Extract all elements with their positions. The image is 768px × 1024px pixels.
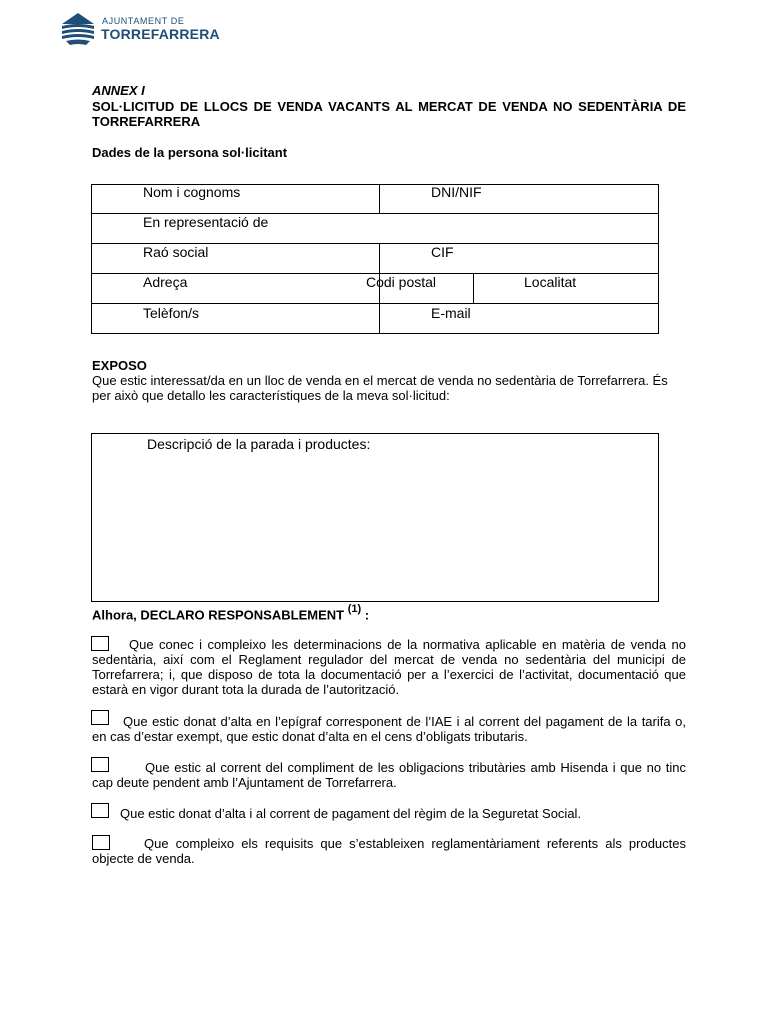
field-representation[interactable]: En representació de (143, 214, 269, 230)
declaration-text-4: Que estic donat d’alta i al corrent de pagament del règim de la Seguretat Social. (120, 806, 582, 821)
field-email[interactable]: E-mail (431, 305, 471, 321)
declaro-heading: Alhora, DECLARO RESPONSABLEMENT $^{(1)}$ : (92, 603, 370, 623)
logo-subtitle: AJUNTAMENT DE (102, 16, 185, 26)
field-town[interactable]: Localitat (524, 274, 577, 290)
footnote-ref: (1) (347, 603, 362, 615)
annex-label: ANNEX I (92, 83, 145, 98)
field-address[interactable]: Adreça (143, 274, 188, 290)
declaration-text-5: Que compleixo els requisits que s’estableixen reglamentàriament referents als productes objecte de venda. (92, 836, 686, 866)
exposo-heading: EXPOSO (92, 358, 147, 373)
field-cif[interactable]: CIF (431, 244, 454, 260)
description-label: Descripció de la parada i productes: (147, 436, 371, 452)
field-phones[interactable]: Telèfon/s (143, 305, 200, 321)
municipality-logo (60, 12, 220, 48)
field-company[interactable]: Raó social (143, 244, 209, 260)
field-name[interactable]: Nom i cognoms (143, 184, 241, 200)
description-textarea[interactable] (91, 433, 659, 602)
declaration-text-3: Que estic al corrent del compliment de les obligacions tributàries amb Hisenda i que no tinc cap deute pendent amb l’Ajuntament de Torrefarrera. (92, 760, 686, 790)
section-applicant-heading: Dades de la persona sol·licitant (92, 145, 288, 160)
declaration-text-1: Que conec i compleixo les determinacions de la normativa aplicable en matèria de venda no sedentària, així com el Reglament regulador del mercat de venda no sedentària del municipi de Torrefarrera; i, que disposo de tota la documentació per a l’exercici de l’activitat, documentació que estarà en vigor durant tota la durada de l’autorització. (92, 637, 686, 697)
logo-title: TORREFARRERA (101, 26, 220, 42)
exposo-text: Que estic interessat/da en un lloc de venda en el mercat de venda no sedentària de Torrefarrera. És per això que detallo les característiques de la meva sol·licitud: (92, 373, 668, 403)
field-dni[interactable]: DNI/NIF (431, 184, 482, 200)
declaration-text-2: Que estic donat d’alta en l’epígraf corresponent de l’IAE i al corrent del pagament de la tarifa o, en cas d’estar exempt, que estic donat d’alta en el cens d’obligats tributaris. (92, 714, 686, 744)
field-postal-code[interactable]: Codi postal (366, 274, 437, 290)
torrefarrera-emblem-icon (60, 12, 96, 48)
document-title: SOL·LICITUD DE LLOCS DE VENDA VACANTS AL MERCAT DE VENDA NO SEDENTÀRIA DE TORREFARRERA (92, 99, 686, 129)
